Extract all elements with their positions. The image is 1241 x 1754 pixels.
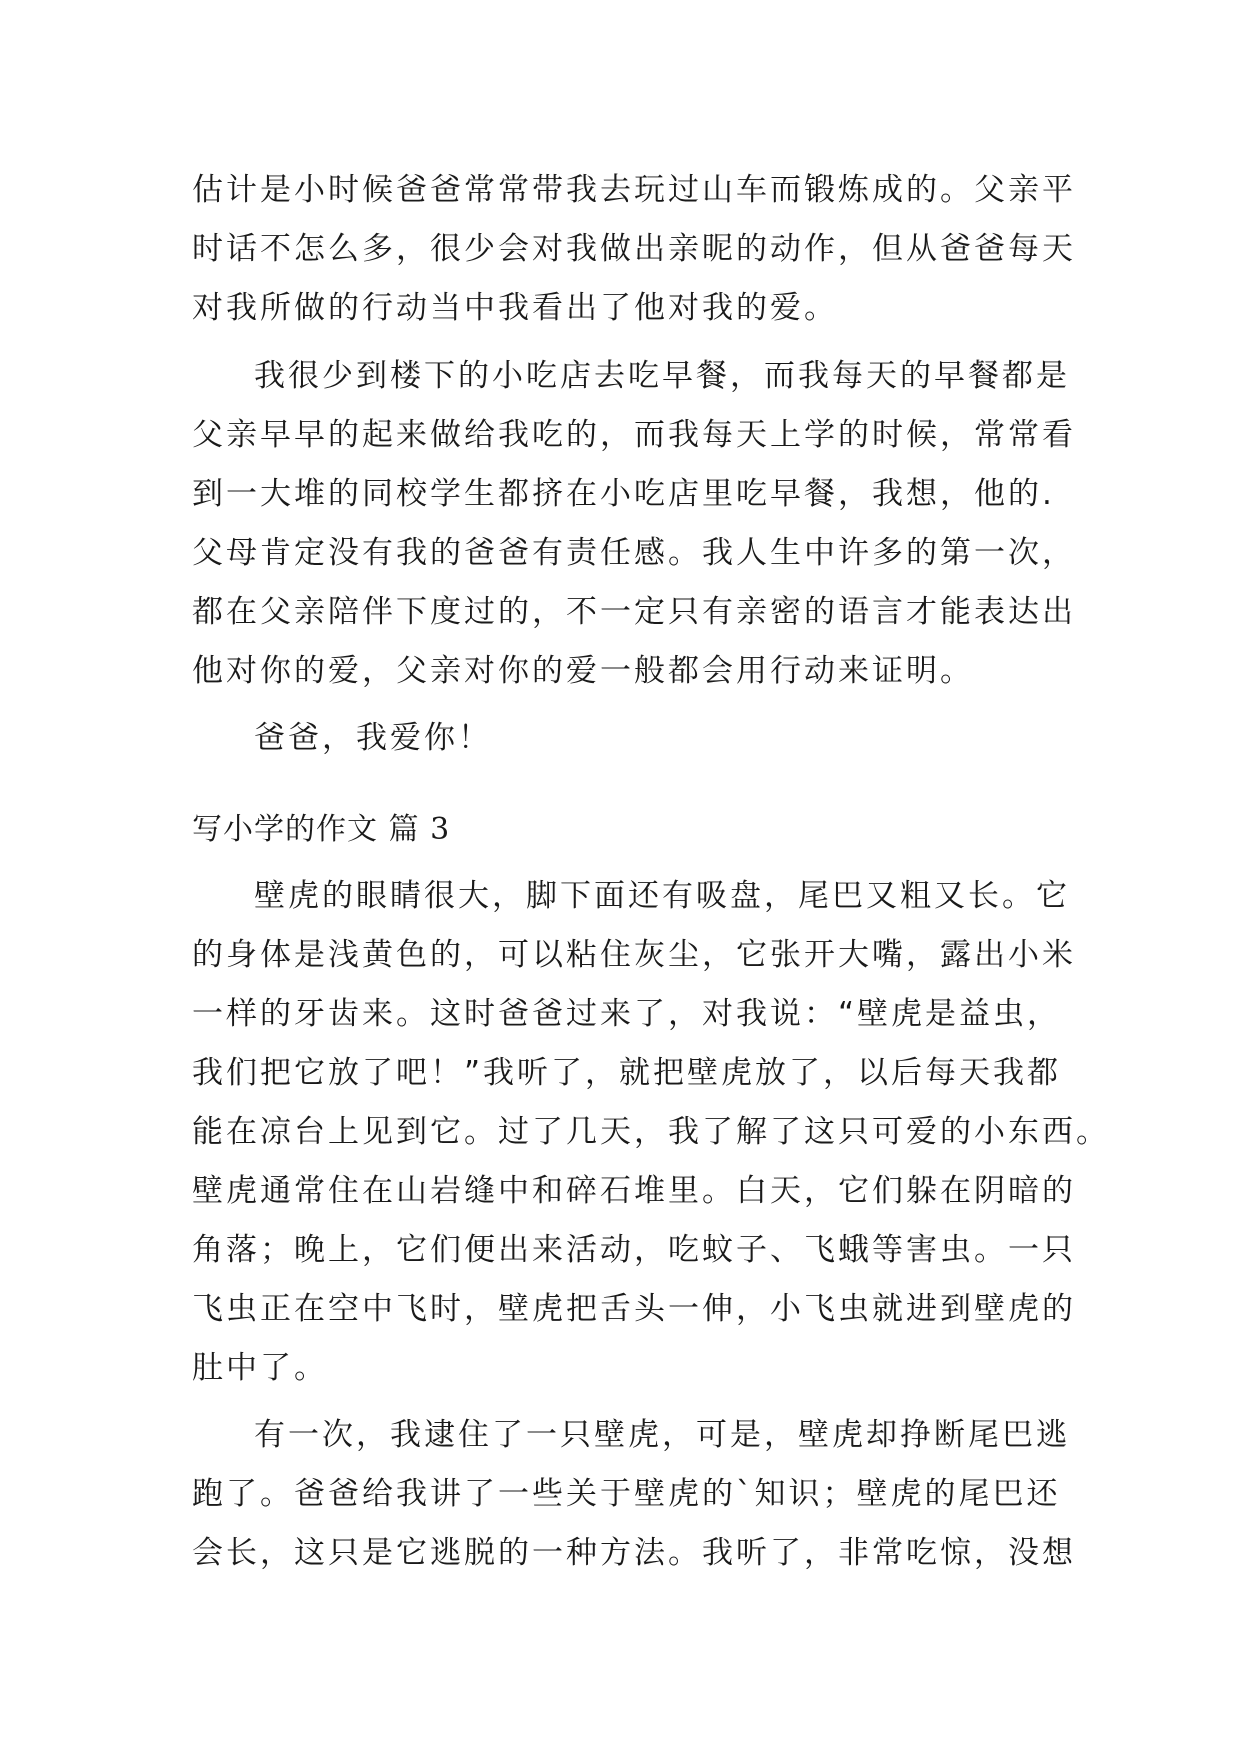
paragraph-2-line-5: 都在父亲陪伴下度过的，不一定只有亲密的语言才能表达出 xyxy=(192,594,1076,630)
paragraph-1-line-1: 估计是小时候爸爸常常带我去玩过山车而锻炼成的。父亲平 xyxy=(192,172,1076,208)
paragraph-1-line-2: 时话不怎么多，很少会对我做出亲昵的动作，但从爸爸每天 xyxy=(192,231,1076,267)
section-heading: 写小学的作文 篇 3 xyxy=(192,812,451,847)
paragraph-3-line-1: 爸爸，我爱你！ xyxy=(254,720,492,756)
paragraph-4-line-9: 肚中了。 xyxy=(192,1350,328,1386)
paragraph-2-line-4: 父母肯定没有我的爸爸有责任感。我人生中许多的第一次， xyxy=(192,535,1076,571)
paragraph-2-line-6: 他对你的爱，父亲对你的爱一般都会用行动来证明。 xyxy=(192,653,974,689)
paragraph-2-line-2: 父亲早早的起来做给我吃的，而我每天上学的时候，常常看 xyxy=(192,417,1076,453)
paragraph-4-line-5: 能在凉台上见到它。过了几天，我了解了这只可爱的小东西。 xyxy=(192,1114,1110,1150)
paragraph-4-line-7: 角落；晚上，它们便出来活动，吃蚊子、飞蛾等害虫。一只 xyxy=(192,1232,1076,1268)
paragraph-1-line-3: 对我所做的行动当中我看出了他对我的爱。 xyxy=(192,290,838,326)
paragraph-4-line-4: 我们把它放了吧！”我听了，就把壁虎放了，以后每天我都 xyxy=(192,1055,1062,1091)
paragraph-5-line-2: 跑了。爸爸给我讲了一些关于壁虎的`知识；壁虎的尾巴还 xyxy=(192,1476,1061,1512)
paragraph-5-line-3: 会长，这只是它逃脱的一种方法。我听了，非常吃惊，没想 xyxy=(192,1535,1076,1571)
paragraph-4-line-2: 的身体是浅黄色的，可以粘住灰尘，它张开大嘴，露出小米 xyxy=(192,937,1076,973)
paragraph-2-line-1: 我很少到楼下的小吃店去吃早餐，而我每天的早餐都是 xyxy=(254,358,1070,394)
paragraph-4-line-1: 壁虎的眼睛很大，脚下面还有吸盘，尾巴又粗又长。它 xyxy=(254,878,1070,914)
paragraph-5-line-1: 有一次，我逮住了一只壁虎，可是，壁虎却挣断尾巴逃 xyxy=(254,1417,1070,1453)
paragraph-2-line-3: 到一大堆的同校学生都挤在小吃店里吃早餐，我想，他的. xyxy=(192,476,1055,512)
paragraph-4-line-6: 壁虎通常住在山岩缝中和碎石堆里。白天，它们躲在阴暗的 xyxy=(192,1173,1076,1209)
paragraph-4-line-8: 飞虫正在空中飞时，壁虎把舌头一伸，小飞虫就进到壁虎的 xyxy=(192,1291,1076,1327)
paragraph-4-line-3: 一样的牙齿来。这时爸爸过来了，对我说：“壁虎是益虫， xyxy=(192,996,1062,1032)
